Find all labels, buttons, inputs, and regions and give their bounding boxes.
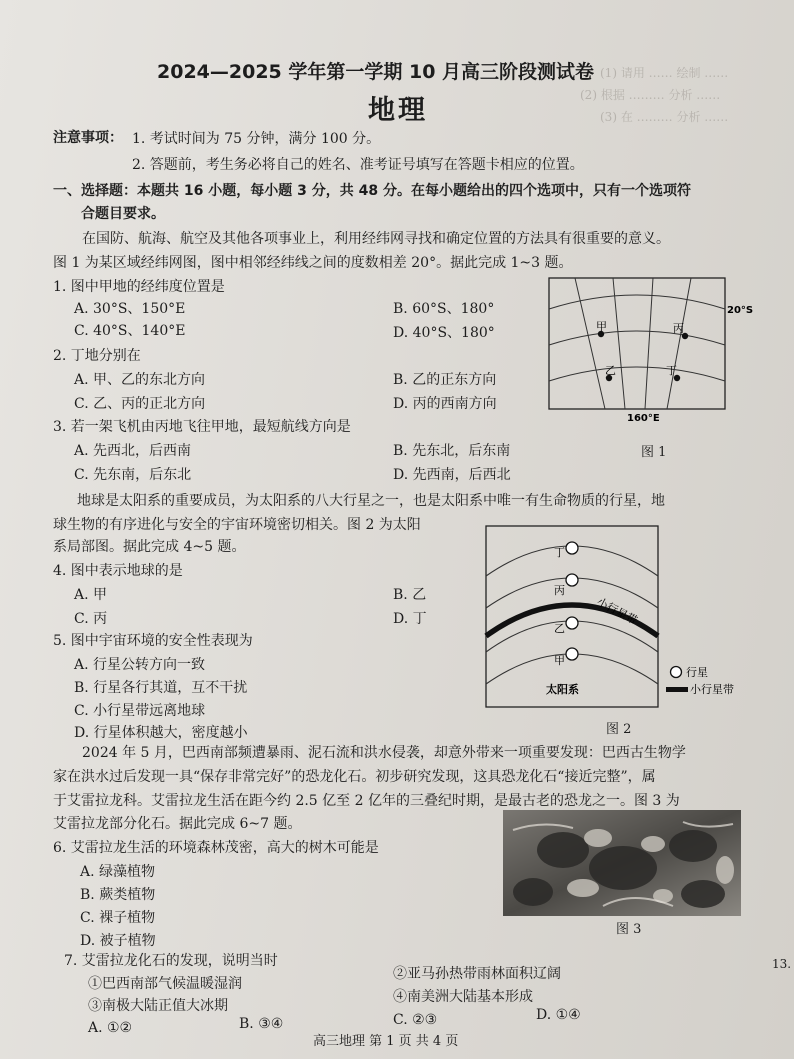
q1-stem: 1. 图中甲地的经纬度位置是 bbox=[53, 279, 225, 295]
figure-3-fossil-photo bbox=[503, 810, 741, 916]
q4-option-a: A. 甲 bbox=[74, 587, 108, 603]
q4-option-b: B. 乙 bbox=[393, 587, 427, 603]
section-heading: 一、选择题：本题共 16 小题，每小题 3 分，共 48 分。在每小题给出的四个选项中，只有一个选项符 bbox=[53, 183, 691, 199]
q3-option-b: B. 先东北，后东南 bbox=[393, 443, 511, 459]
intro3-line2: 家在洪水过后发现一具“保存非常完好”的恐龙化石。初步研究发现，这具恐龙化石“接近完整”，属 bbox=[53, 769, 656, 785]
q5-option-d: D. 行星体积越大，密度越小 bbox=[74, 725, 248, 741]
q6-option-c: C. 裸子植物 bbox=[80, 910, 156, 926]
q2-option-c: C. 乙、丙的正北方向 bbox=[74, 396, 206, 412]
label-yi: 乙 bbox=[605, 364, 616, 377]
q1-option-c: C. 40°S、140°E bbox=[74, 323, 186, 339]
figure-2-caption: 图 2 bbox=[606, 722, 632, 737]
q7-option-b: B. ③④ bbox=[239, 1016, 284, 1032]
q7-option-a: A. ①② bbox=[88, 1020, 133, 1036]
label-planet-jia: 甲 bbox=[554, 654, 565, 667]
intro3-line1: 2024 年 5 月，巴西南部频遭暴雨、泥石流和洪水侵袭，却意外带来一项重要发现：巴西古生物学 bbox=[82, 745, 686, 761]
q7-option-c: C. ②③ bbox=[393, 1012, 438, 1028]
latitude-label: 20°S bbox=[727, 305, 753, 316]
q2-stem: 2. 丁地分别在 bbox=[53, 348, 141, 364]
q6-option-d: D. 被子植物 bbox=[80, 933, 156, 949]
planet-bing bbox=[566, 574, 578, 586]
intro2-line1: 地球是太阳系的重要成员，为太阳系的八大行星之一，也是太阳系中唯一有生命物质的行星，地 bbox=[77, 493, 665, 509]
q7-statement-3: ③南极大陆正值大冰期 bbox=[88, 998, 228, 1014]
q2-option-d: D. 丙的西南方向 bbox=[393, 396, 497, 412]
q1-option-d: D. 40°S、180° bbox=[393, 325, 495, 341]
label-ding: 丁 bbox=[666, 364, 677, 377]
subject-title: 地理 bbox=[368, 95, 428, 126]
asteroid-belt-label: 小行星带 bbox=[594, 595, 640, 628]
q7-statement-2: ②亚马孙热带雨林面积辽阔 bbox=[393, 966, 561, 982]
q5-option-b: B. 行星各行其道，互不干扰 bbox=[74, 680, 248, 696]
sun-label: 太阳系 bbox=[546, 683, 579, 696]
notice-label: 注意事项： bbox=[53, 130, 123, 146]
label-jia: 甲 bbox=[596, 320, 607, 333]
q3-stem: 3. 若一架飞机由丙地飞往甲地，最短航线方向是 bbox=[53, 419, 351, 435]
exam-page: (1) 请用 …… 绘制 …… (2) 根据 ……… 分析 …… (3) 在 ……… 分析 …… 2024—2025 学年第一学期 10 月高三阶段测试卷 地理 注意事项： 1. 考试时间为 75 分钟，满分 100 分。 2. 答题前，考生务必将自己的姓名、准考证号填写在答题卡相应的位置。 一、选择题：本题共 16 小题，每小题 3 分，共 48 分。在每小题给出的四个选项中，只有一个选项符 合题目要求。 在国防、航海、航空及其他各项事业上，利用经纬网寻找和确定位置的方法具有很重要的意义。 图 1 为某区域经纬网图，图中相邻经纬线之间的度数相差 20°。据此完成 1~3 题。 1. 图中甲地的经纬度位置是 A. 30°S、150°E B. 60°S、180° C. 40°S、140°E D. 40°S、180° 2. 丁地分别在 A. 甲、乙的东北方向 B. 乙的正东方向 C. 乙、丙的正北方向 D. 丙的西南方向 3. 若一架飞机由丙地飞往甲地，最短航线方向是 A. 先西北，后西南 B. 先东北，后东南 C. 先东南，后东北 D. 先西南，后西北 甲 丙 乙 丁 20°S 160°E 图 1 地球是太阳系的重要成员，为太阳系的八大行星之一，也是太阳系中唯一有生命物质的行星，地 球生物的有序进化与安全的宇宙环境密切相关。图 2 为太阳 系局部图。据此完成 4~5 题。 4. 图中表示地球的是 A. 甲 B. 乙 C. 丙 D. 丁 5. 图中宇宙环境的安全性表现为 A. 行星公转方向一致 B. 行星各行其道，互不干扰 C. 小行星带远离地球 D. 行星体积越大，密度越小 丁 丙 乙 甲 小行星带 太阳系 行星 小行星带 图 2 2024 年 5 月，巴西南部频遭暴雨、泥石流和洪水侵袭，却意外带来一项重要发现：巴西古生物学 家在洪水过后发现一具“保存非常完好”的恐龙化石。初步研究发现，这具恐龙化石“接近完整”，属 于艾雷拉龙科。艾雷拉龙生活在距今约 2.5 亿至 2 亿年的三叠纪时期，是最古老的恐龙之一。图 3 为 艾雷拉龙部分化石。据此完成 6~7 题。 6. 艾雷拉龙生活的环境森林茂密，高大的树木可能是 A. 绿藻植物 B. 蕨类植物 C. 裸子植物 D. 被子植物 图 3 7. 艾雷拉龙化石的发现，说明当时 ①巴西南部气候温暖湿润 ②亚马孙热带雨林面积辽阔 ③南极大陆正值大冰期 ④南美洲大陆基本形成 A. ①② B. ③④ C. ②③ D. ①④ 高三地理 第 1 页 共 4 页 13. bbox=[0, 0, 794, 1059]
q6-stem: 6. 艾雷拉龙生活的环境森林茂密，高大的树木可能是 bbox=[53, 840, 379, 856]
notice-item-2: 2. 答题前，考生务必将自己的姓名、准考证号填写在答题卡相应的位置。 bbox=[132, 157, 584, 173]
intro3-line3: 于艾雷拉龙科。艾雷拉龙生活在距今约 2.5 亿至 2 亿年的三叠纪时期，是最古老的恐龙之一。图 3 为 bbox=[53, 793, 680, 809]
q2-option-a: A. 甲、乙的东北方向 bbox=[74, 372, 206, 388]
q7-statement-1: ①巴西南部气候温暖湿润 bbox=[88, 976, 242, 992]
legend-belt-label: 小行星带 bbox=[690, 683, 734, 696]
q4-option-d: D. 丁 bbox=[393, 611, 427, 627]
figure-2-solar-system bbox=[484, 524, 746, 710]
q5-option-a: A. 行星公转方向一致 bbox=[74, 657, 206, 673]
intro1-line2: 图 1 为某区域经纬网图，图中相邻经纬线之间的度数相差 20°。据此完成 1~3 题。 bbox=[53, 255, 573, 271]
q3-option-c: C. 先东南，后东北 bbox=[74, 467, 192, 483]
intro2-line2: 球生物的有序进化与安全的宇宙环境密切相关。图 2 为太阳 bbox=[53, 517, 421, 533]
q2-option-b: B. 乙的正东方向 bbox=[393, 372, 497, 388]
q1-option-a: A. 30°S、150°E bbox=[74, 301, 186, 317]
figure-1-caption: 图 1 bbox=[641, 445, 667, 460]
page-footer: 高三地理 第 1 页 共 4 页 bbox=[313, 1034, 459, 1049]
q6-option-b: B. 蕨类植物 bbox=[80, 887, 156, 903]
margin-question-number: 13. bbox=[772, 957, 792, 971]
figure-3-caption: 图 3 bbox=[616, 922, 642, 937]
planet-yi bbox=[566, 617, 578, 629]
q5-option-c: C. 小行星带远离地球 bbox=[74, 703, 206, 719]
label-bing: 丙 bbox=[673, 322, 684, 335]
longitude-label: 160°E bbox=[627, 413, 660, 424]
section-heading-cont: 合题目要求。 bbox=[81, 206, 165, 222]
q4-option-c: C. 丙 bbox=[74, 611, 108, 627]
legend-planet-icon bbox=[671, 667, 682, 678]
exam-title: 2024—2025 学年第一学期 10 月高三阶段测试卷 bbox=[157, 61, 595, 83]
q1-option-b: B. 60°S、180° bbox=[393, 301, 495, 317]
q3-option-a: A. 先西北，后西南 bbox=[74, 443, 192, 459]
label-planet-bing: 丙 bbox=[554, 584, 565, 597]
q3-option-d: D. 先西南，后西北 bbox=[393, 467, 511, 483]
q6-option-a: A. 绿藻植物 bbox=[80, 864, 156, 880]
intro1-line1: 在国防、航海、航空及其他各项事业上，利用经纬网寻找和确定位置的方法具有很重要的意义。 bbox=[82, 231, 670, 247]
q5-stem: 5. 图中宇宙环境的安全性表现为 bbox=[53, 633, 253, 649]
q7-option-d: D. ①④ bbox=[536, 1007, 581, 1023]
notice-item-1: 1. 考试时间为 75 分钟，满分 100 分。 bbox=[132, 131, 381, 147]
legend-planet-label: 行星 bbox=[686, 666, 708, 679]
q7-stem: 7. 艾雷拉龙化石的发现，说明当时 bbox=[64, 953, 278, 969]
label-planet-yi: 乙 bbox=[554, 622, 565, 635]
planet-jia bbox=[566, 648, 578, 660]
intro2-line3: 系局部图。据此完成 4~5 题。 bbox=[53, 539, 246, 555]
label-planet-ding: 丁 bbox=[554, 546, 565, 559]
q4-stem: 4. 图中表示地球的是 bbox=[53, 563, 183, 579]
planet-ding bbox=[566, 542, 578, 554]
q7-statement-4: ④南美洲大陆基本形成 bbox=[393, 989, 533, 1005]
intro3-line4: 艾雷拉龙部分化石。据此完成 6~7 题。 bbox=[53, 816, 302, 832]
legend-belt-icon bbox=[666, 687, 688, 692]
figure-1-graticule bbox=[545, 275, 753, 430]
